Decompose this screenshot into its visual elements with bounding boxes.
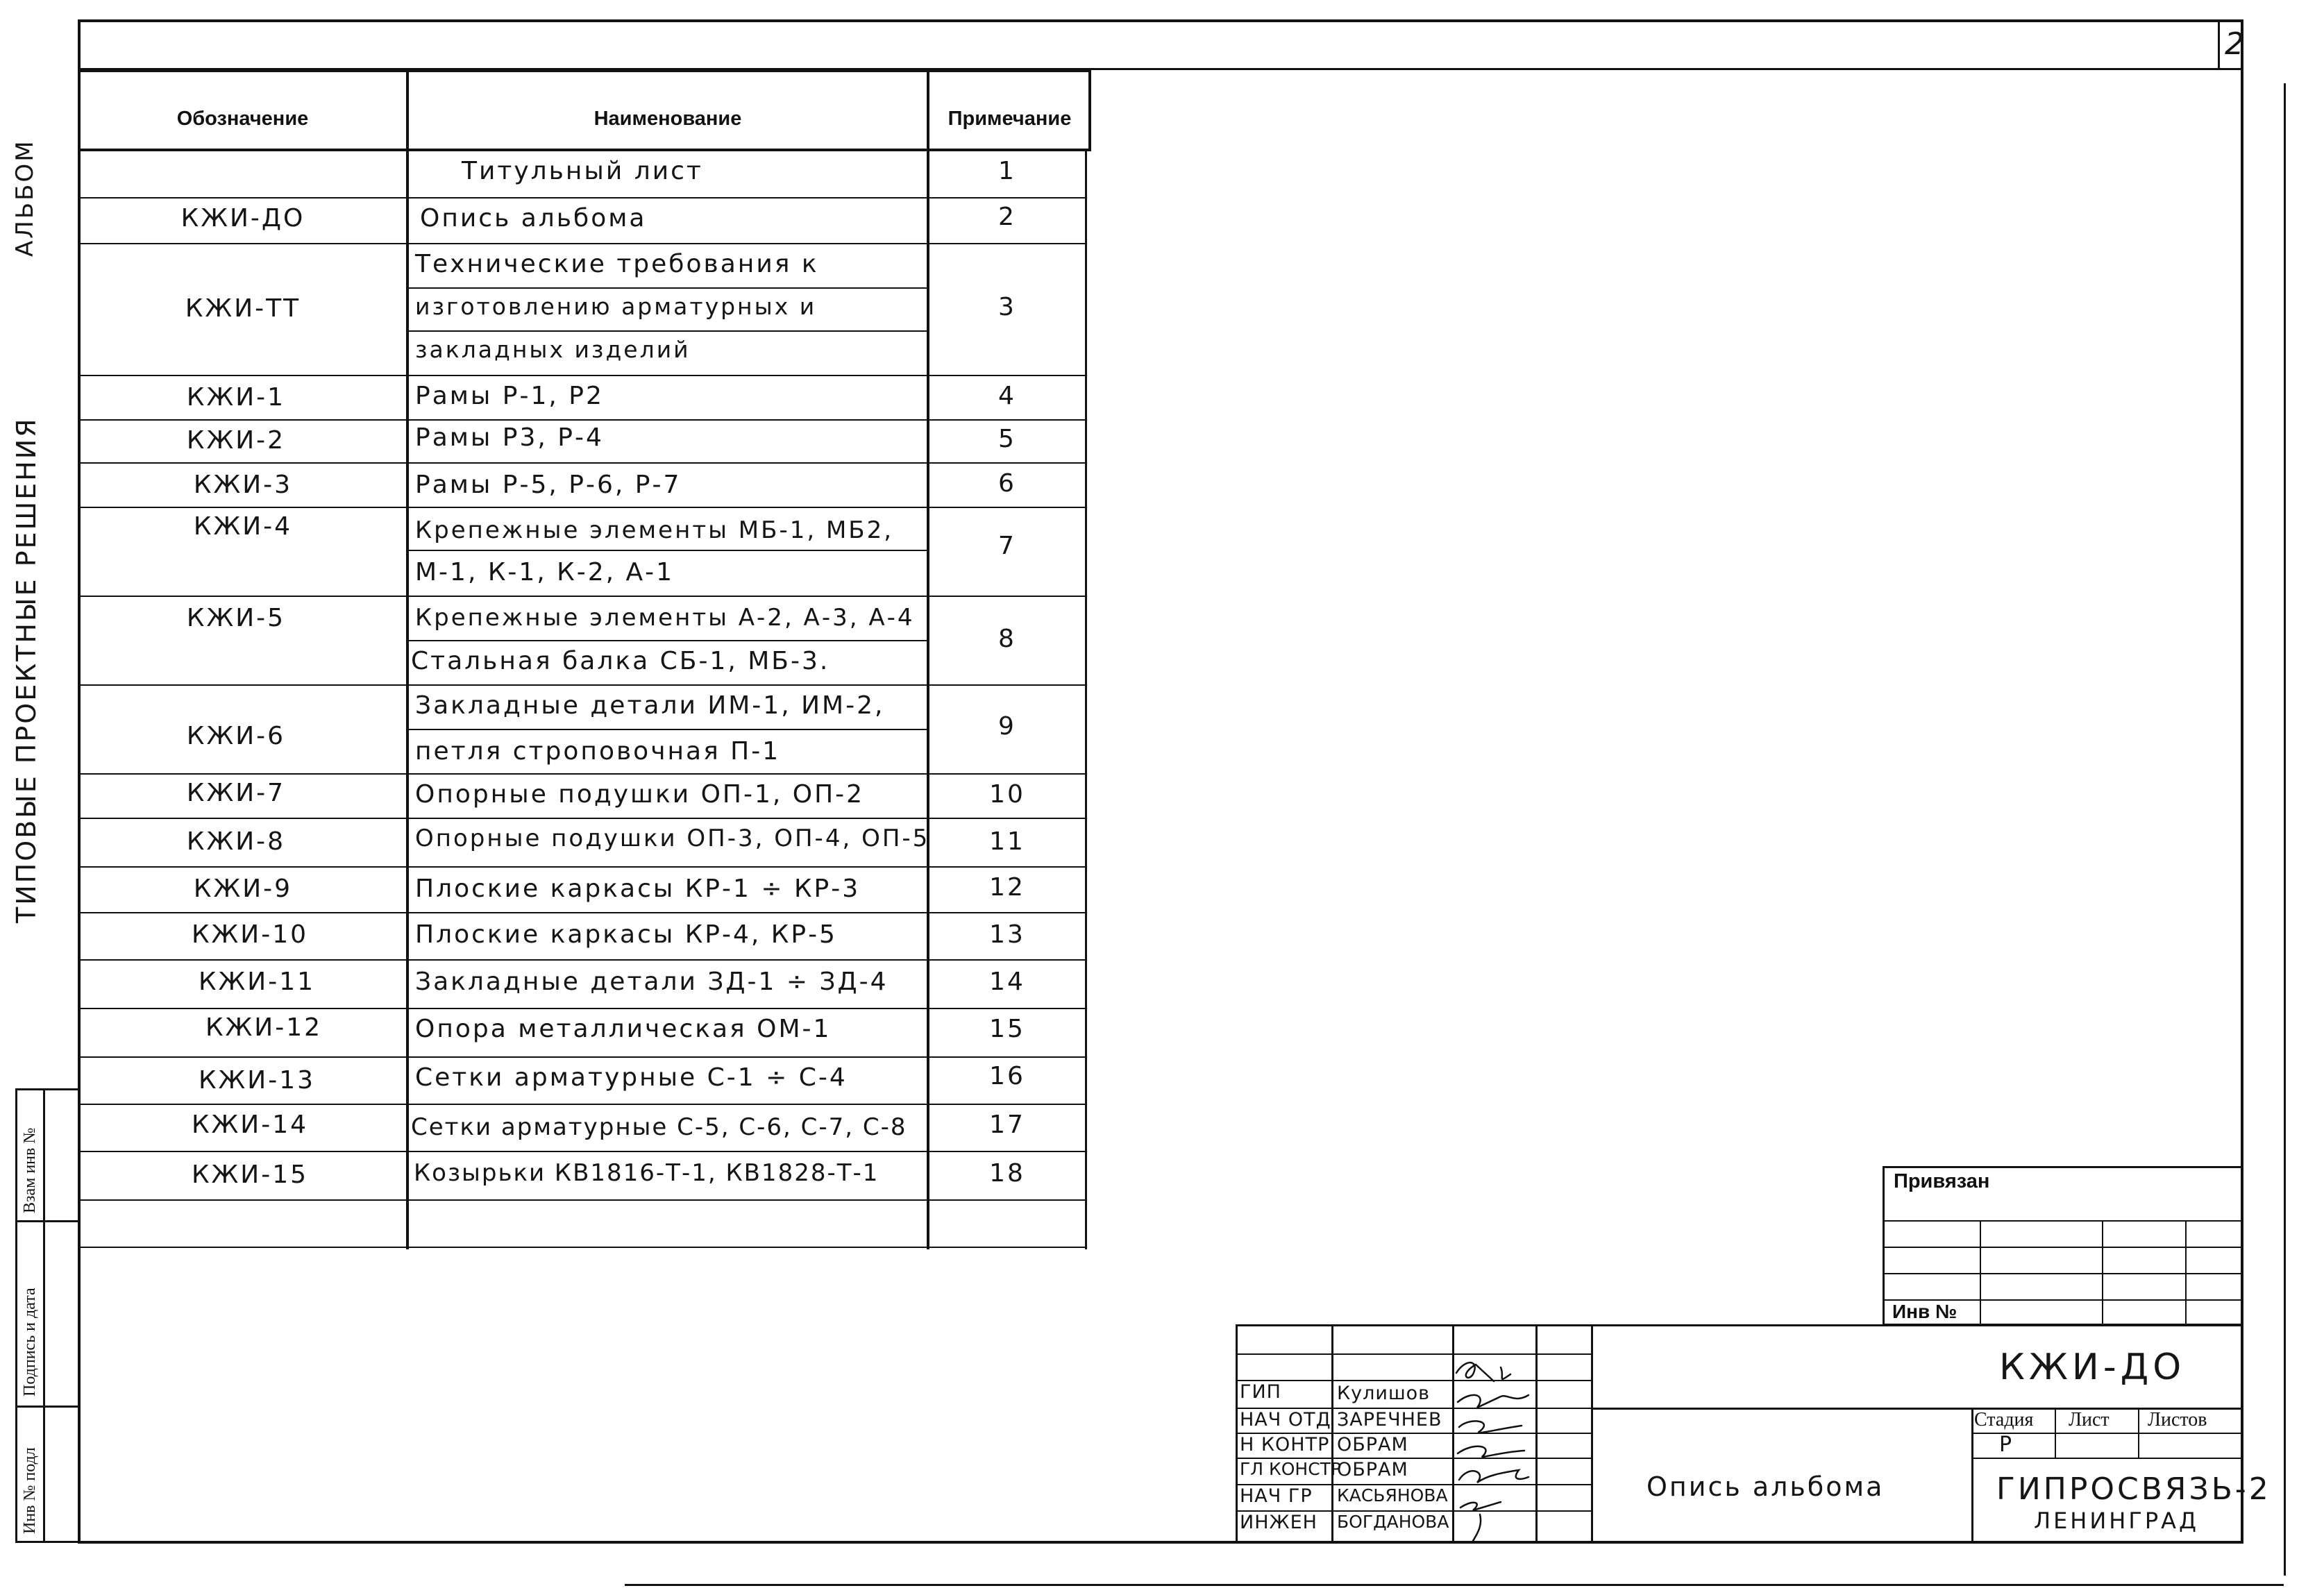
signer-2-name: ЗАРЕЧНЕВ	[1337, 1409, 1442, 1431]
outer-bottom-line	[625, 1584, 2284, 1586]
org-line-1: ГИПРОСВЯЗЬ-2	[1996, 1471, 2271, 1507]
row-15-note: 16	[989, 1062, 1025, 1090]
row-2-name-line-3: закладных изделий	[415, 336, 691, 363]
row-8-designation: КЖИ-6	[186, 722, 286, 750]
signer-6-role: ИНЖЕН	[1240, 1512, 1317, 1533]
sheet-label: Лист	[2069, 1409, 2110, 1431]
row-7-name-line-2: Стальная балка СБ-1, МБ-3.	[411, 647, 830, 675]
frame-left-line	[78, 19, 81, 1543]
stamp-podpis-data: Подпись и дата	[21, 1288, 39, 1396]
row-12-note: 13	[989, 920, 1025, 949]
privyazan-inv-label: Инв №	[1892, 1301, 1957, 1322]
row-10-designation: КЖИ-8	[186, 827, 286, 856]
row-1-name: Опись альбома	[420, 204, 647, 233]
row-8-name-line-2: петля строповочная П-1	[415, 737, 781, 766]
row-10-name: Опорные подушки ОП-3, ОП-4, ОП-5	[415, 825, 930, 852]
sheet-number: 2	[2225, 26, 2246, 62]
signer-1-role: ГИП	[1240, 1381, 1281, 1403]
frame-top-line	[78, 19, 2243, 22]
title-doc-name: Опись альбома	[1647, 1471, 1885, 1502]
row-17-name: Козырьки КВ1816-Т-1, КВ1828-Т-1	[414, 1159, 879, 1187]
row-13-name: Закладные детали ЗД-1 ÷ ЗД-4	[415, 968, 889, 996]
row-6-note: 7	[998, 532, 1016, 560]
row-11-note: 12	[989, 873, 1025, 902]
row-16-name: Сетки арматурные С-5, С-6, С-7, С-8	[411, 1113, 907, 1141]
row-12-designation: КЖИ-10	[191, 920, 309, 949]
row-3-designation: КЖИ-1	[186, 383, 286, 412]
title-code: КЖИ-ДО	[1999, 1347, 2186, 1388]
row-2-name-line-2: изготовлению арматурных и	[415, 293, 817, 320]
row-13-designation: КЖИ-11	[198, 968, 316, 996]
row-8-name-line-1: Закладные детали ИМ-1, ИМ-2,	[415, 691, 885, 720]
series-label: ТИПОВЫЕ ПРОЕКТНЫЕ РЕШЕНИЯ	[11, 416, 42, 923]
row-0-note: 1	[998, 157, 1016, 185]
row-16-designation: КЖИ-14	[191, 1111, 309, 1139]
stage-label: Стадия	[1974, 1409, 2034, 1431]
row-16-note: 17	[989, 1111, 1025, 1139]
privyazan-title: Привязан	[1894, 1170, 1990, 1192]
signer-3-name: ОБРАМ	[1337, 1434, 1408, 1455]
row-11-designation: КЖИ-9	[193, 875, 293, 903]
signer-1-name: Кулишов	[1337, 1383, 1431, 1404]
row-9-name: Опорные подушки ОП-1, ОП-2	[415, 780, 865, 809]
row-4-name: Рамы Р3, Р-4	[415, 423, 604, 452]
row-17-designation: КЖИ-15	[191, 1161, 309, 1189]
row-14-note: 15	[989, 1015, 1025, 1043]
org-line-2: ЛЕНИНГРАД	[2034, 1508, 2200, 1534]
signer-6-name: БОГДАНОВА	[1337, 1512, 1449, 1532]
sheets-label: Листов	[2148, 1409, 2207, 1431]
row-17-note: 18	[989, 1159, 1025, 1188]
row-3-name: Рамы Р-1, Р2	[415, 382, 604, 410]
stamp-vzam-inv: Взам инв №	[21, 1127, 39, 1213]
row-14-designation: КЖИ-12	[205, 1013, 323, 1042]
handwritten-signatures	[1452, 1353, 1542, 1548]
header-name: Наименование	[593, 108, 742, 130]
row-11-name: Плоские каркасы КР-1 ÷ КР-3	[415, 875, 861, 903]
row-0-name: Титульный лист	[462, 157, 703, 185]
row-15-name: Сетки арматурные С-1 ÷ С-4	[415, 1063, 848, 1092]
row-1-note: 2	[998, 203, 1016, 231]
sheet-number-box-left	[2218, 19, 2220, 69]
row-2-designation: КЖИ-ТТ	[185, 294, 301, 323]
outer-right-line	[2284, 83, 2286, 1576]
row-6-name-line-2: М-1, К-1, К-2, А-1	[415, 558, 675, 586]
row-10-note: 11	[989, 827, 1025, 856]
row-6-name-line-1: Крепежные элементы МБ-1, МБ2,	[415, 516, 894, 544]
row-3-note: 4	[998, 382, 1016, 410]
row-9-note: 10	[989, 780, 1025, 809]
row-12-name: Плоские каркасы КР-4, КР-5	[415, 920, 837, 949]
row-7-designation: КЖИ-5	[186, 604, 286, 632]
row-1-designation: КЖИ-ДО	[180, 204, 305, 233]
row-4-designation: КЖИ-2	[186, 426, 286, 455]
stamp-inv-podl: Инв № подл	[21, 1447, 39, 1534]
row-9-designation: КЖИ-7	[186, 779, 286, 807]
row-2-name-line-1: Технические требования к	[415, 250, 819, 278]
signer-4-name: ОБРАМ	[1337, 1459, 1408, 1480]
row-7-note: 8	[998, 625, 1016, 653]
row-6-designation: КЖИ-4	[193, 512, 293, 541]
signer-2-role: НАЧ ОТД	[1240, 1409, 1331, 1431]
header-note: Примечание	[948, 108, 1072, 130]
signer-5-name: КАСЬЯНОВА	[1337, 1485, 1448, 1505]
album-label: АЛЬБОМ	[11, 139, 39, 257]
row-15-designation: КЖИ-13	[198, 1066, 316, 1095]
row-7-name-line-1: Крепежные элементы А-2, А-3, А-4	[415, 604, 915, 632]
row-5-name: Рамы Р-5, Р-6, Р-7	[415, 471, 682, 499]
row-5-designation: КЖИ-3	[193, 471, 293, 499]
header-designation: Обозначение	[176, 108, 309, 130]
signer-3-role: Н КОНТР	[1240, 1434, 1330, 1455]
row-5-note: 6	[998, 469, 1016, 498]
stage-value: Р	[1999, 1433, 2014, 1457]
row-2-note: 3	[998, 293, 1016, 321]
row-13-note: 14	[989, 968, 1025, 996]
row-14-name: Опора металлическая ОМ-1	[415, 1015, 832, 1043]
row-4-note: 5	[998, 425, 1016, 453]
row-8-note: 9	[998, 712, 1016, 741]
signer-5-role: НАЧ ГР	[1240, 1485, 1313, 1507]
signer-4-role: ГЛ КОНСТР	[1240, 1459, 1342, 1479]
